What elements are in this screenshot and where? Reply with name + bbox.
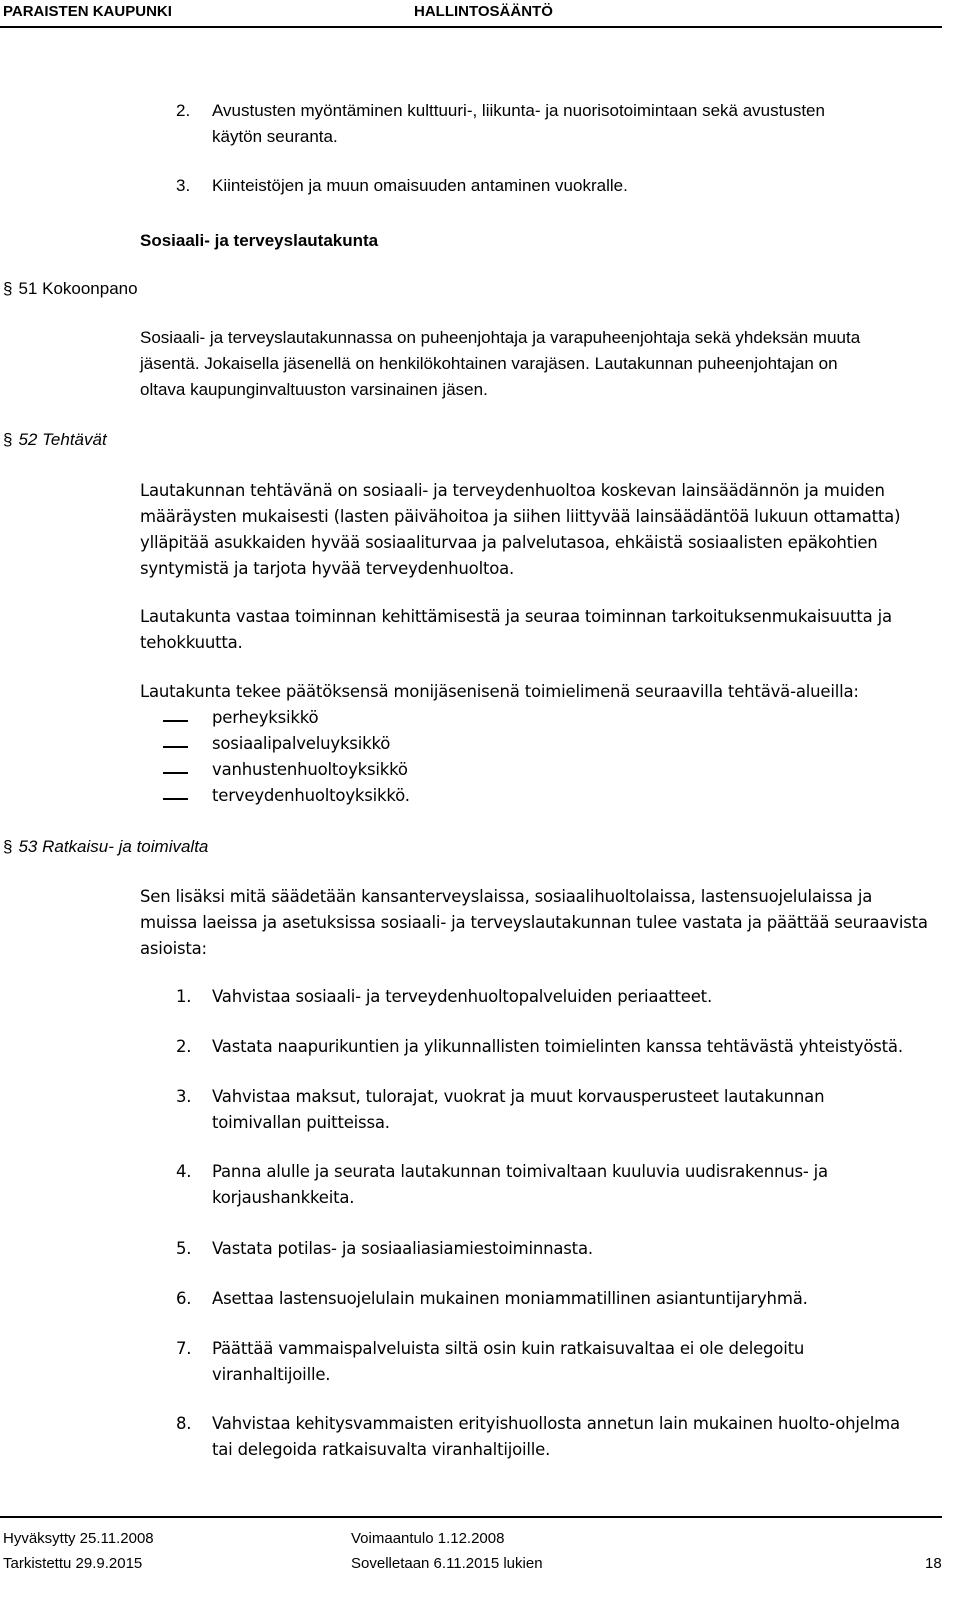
list-item-number: 3. bbox=[176, 176, 191, 195]
list-item-number: 4. bbox=[176, 1162, 192, 1181]
dash-bullet bbox=[163, 772, 188, 774]
dash-bullet bbox=[163, 746, 188, 748]
list-item-text: Vahvistaa maksut, tulorajat, vuokrat ja muut korvausperusteet lautakunnan bbox=[212, 1087, 825, 1106]
footer-page-number: 18 bbox=[925, 1555, 942, 1572]
paragraph-line: Sosiaali- ja terveyslautakunnassa on puheenjohtaja ja varapuheenjohtaja sekä yhdeksän muuta bbox=[140, 328, 861, 347]
dash-list-item: sosiaalipalveluyksikkö bbox=[212, 734, 391, 753]
list-item-number: 5. bbox=[176, 1239, 192, 1258]
section-sign: § bbox=[3, 279, 13, 298]
header-document-title: HALLINTOSÄÄNTÖ bbox=[414, 3, 553, 20]
list-item-text: Vahvistaa sosiaali- ja terveydenhuoltopalveluiden periaatteet. bbox=[212, 987, 712, 1006]
tehtavat-paragraph-3: Lautakunta tekee päätöksensä monijäsenisenä toimielimenä seuraavilla tehtävä-alueilla: bbox=[140, 682, 859, 701]
section-53-label bbox=[3, 837, 208, 857]
section-heading: Sosiaali- ja terveyslautakunta bbox=[140, 231, 379, 250]
dash-bullet bbox=[163, 798, 188, 800]
list-item-text: Vastata naapurikuntien ja ylikunnallisten toimielinten kanssa tehtävästä yhteistyöstä. bbox=[212, 1037, 903, 1056]
header-rule bbox=[0, 26, 942, 28]
footer-approved: Hyväksytty 25.11.2008 bbox=[3, 1530, 154, 1547]
footer-effective: Voimaantulo 1.12.2008 bbox=[351, 1530, 505, 1547]
paragraph-line: syntymistä ja tarjota hyvää terveydenhuoltoa. bbox=[140, 559, 515, 578]
list-item-text: tai delegoida ratkaisuvalta viranhaltijoille. bbox=[212, 1440, 551, 1459]
list-item-text: käytön seuranta. bbox=[212, 127, 338, 146]
paragraph-line: oltava kaupunginvaltuuston varsinainen jäsen. bbox=[140, 380, 488, 399]
dash-list-item: perheyksikkö bbox=[212, 708, 319, 727]
list-item-text: Päättää vammaispalveluista siltä osin kuin ratkaisuvaltaa ei ole delegoitu bbox=[212, 1339, 805, 1358]
list-item-number: 1. bbox=[176, 987, 192, 1006]
footer-applied: Sovelletaan 6.11.2015 lukien bbox=[351, 1555, 543, 1572]
dash-list-item: vanhustenhuoltoyksikkö bbox=[212, 760, 408, 779]
list-item-number: 6. bbox=[176, 1289, 192, 1308]
section-52-label bbox=[3, 430, 107, 450]
dash-list-item: terveydenhuoltoyksikkö. bbox=[212, 786, 410, 805]
section-51-title: 51 Kokoonpano bbox=[18, 279, 138, 298]
paragraph-line: Lautakunnan tehtävänä on sosiaali- ja terveydenhuoltoa koskevan lainsäädännön ja muiden bbox=[140, 481, 885, 500]
list-item-text: Panna alulle ja seurata lautakunnan toimivaltaan kuuluvia uudisrakennus- ja bbox=[212, 1162, 828, 1181]
footer-rule bbox=[0, 1516, 942, 1518]
list-item-number: 7. bbox=[176, 1339, 192, 1358]
paragraph-line: ylläpitää asukkaiden hyvää sosiaaliturvaa ja palvelutasoa, ehkäistä sosiaalisten epäkohtien bbox=[140, 533, 878, 552]
section-sign: § bbox=[3, 430, 13, 449]
section-53-title: 53 Ratkaisu- ja toimivalta bbox=[18, 837, 209, 856]
list-item-text: toimivallan puitteissa. bbox=[212, 1113, 390, 1132]
list-item-text: Kiinteistöjen ja muun omaisuuden antaminen vuokralle. bbox=[212, 176, 628, 195]
paragraph-line: määräysten mukaisesti (lasten päivähoitoa ja siihen liittyvää lainsäädäntöä lukuun ottamatta) bbox=[140, 507, 901, 526]
list-item-number: 2. bbox=[176, 101, 191, 120]
paragraph-line: jäsentä. Jokaisella jäsenellä on henkilökohtainen varajäsen. Lautakunnan puheenjohtajan on bbox=[140, 354, 838, 373]
paragraph-line: muissa laeissa ja asetuksissa sosiaali- ja terveyslautakunnan tulee vastata ja päättää seuraavista bbox=[140, 913, 928, 932]
paragraph-line: Lautakunta vastaa toiminnan kehittämisestä ja seuraa toiminnan tarkoituksenmukaisuutta ja bbox=[140, 607, 892, 626]
list-item-text: Vastata potilas- ja sosiaaliasiamiestoiminnasta. bbox=[212, 1239, 593, 1258]
list-item-text: Asettaa lastensuojelulain mukainen moniammatillinen asiantuntijaryhmä. bbox=[212, 1289, 808, 1308]
paragraph-line: Sen lisäksi mitä säädetään kansanterveyslaissa, sosiaalihuoltolaissa, lastensuojelulaissa ja bbox=[140, 887, 873, 906]
list-item-text: Avustusten myöntäminen kulttuuri-, liikunta- ja nuorisotoimintaan sekä avustusten bbox=[212, 101, 825, 120]
section-sign: § bbox=[3, 837, 13, 856]
dash-bullet bbox=[163, 720, 188, 722]
list-item-text: Vahvistaa kehitysvammaisten erityishuollosta annetun lain mukainen huolto-ohjelma bbox=[212, 1414, 900, 1433]
section-51-label bbox=[3, 279, 138, 299]
list-item-text: viranhaltijoille. bbox=[212, 1365, 331, 1384]
section-52-title: 52 Tehtävät bbox=[18, 430, 107, 449]
footer-revised: Tarkistettu 29.9.2015 bbox=[3, 1555, 143, 1572]
paragraph-line: tehokkuutta. bbox=[140, 633, 243, 652]
list-item-text: korjaushankkeita. bbox=[212, 1188, 355, 1207]
list-item-number: 2. bbox=[176, 1037, 192, 1056]
paragraph-line: asioista: bbox=[140, 939, 207, 958]
list-item-number: 8. bbox=[176, 1414, 192, 1433]
header-organization: PARAISTEN KAUPUNKI bbox=[3, 3, 172, 20]
list-item-number: 3. bbox=[176, 1087, 192, 1106]
